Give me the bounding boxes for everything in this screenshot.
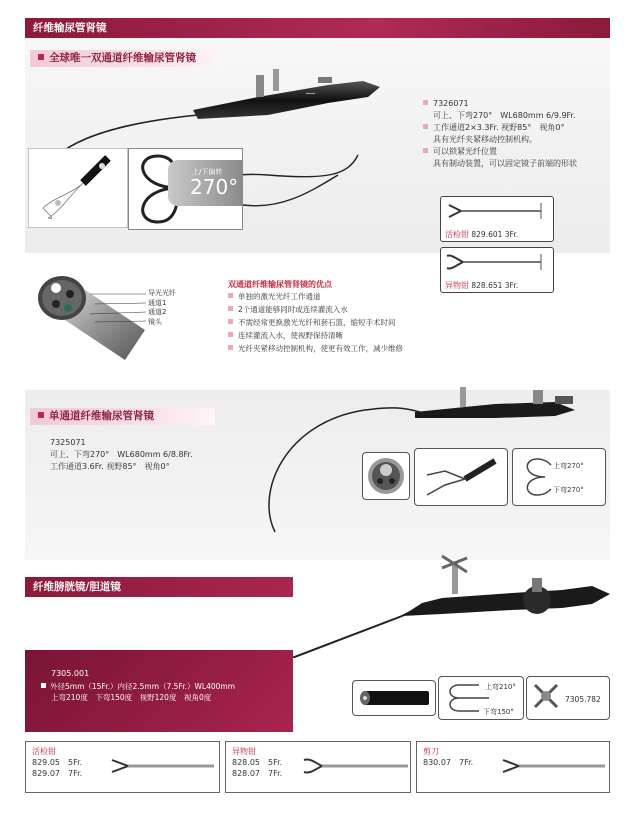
- section1-spec-line2: 工作通道2×3.3Fr. 视野85° 视角0°: [433, 123, 565, 132]
- tip-label: 导光光纤: [148, 289, 176, 297]
- deflect-down-label: 下弯270°: [553, 486, 584, 494]
- bullet-icon: [228, 345, 233, 350]
- bullet-icon: [228, 319, 233, 324]
- advantage-item: 2个通道能够同时或连续灌流入水: [238, 305, 348, 314]
- scope-tip-basket-inset: [28, 148, 128, 228]
- bullet-icon: [423, 124, 428, 129]
- section1-subtitle: 全球唯一双通道纤维输尿管肾镜: [49, 52, 196, 64]
- advantages-title: 双通道纤维输尿管肾镜的优点: [228, 280, 332, 289]
- bullet-icon: [228, 306, 233, 311]
- cystoscope-tip-icon: [353, 681, 435, 715]
- bullet-icon: [423, 100, 428, 105]
- deflect-up-label: 上弯210°: [485, 683, 516, 691]
- adapter-box: [526, 676, 610, 720]
- square-bullet-icon: [38, 412, 44, 418]
- bottom-box-title: 活检钳: [32, 747, 56, 756]
- section4-title-bar: [25, 577, 293, 597]
- instrument-name: 异物钳: [445, 281, 469, 290]
- cable-tail-curve: [243, 170, 353, 210]
- scissors-icon: [497, 752, 607, 780]
- basket-forceps-icon: [415, 449, 507, 505]
- section4-model: 7305.001: [51, 669, 90, 678]
- section4-title: 纤维膀胱镜/胆道镜: [33, 581, 121, 593]
- bottom-box-title: 异物钳: [232, 747, 256, 756]
- biopsy-forceps-icon: [441, 197, 553, 225]
- bottom-biopsy-forceps-box: [25, 741, 220, 793]
- bullet-icon: [228, 293, 233, 298]
- advantage-item: 单独的激光光纤工作通道: [238, 292, 321, 301]
- deflect-up-label: 上弯270°: [553, 462, 584, 470]
- deflection-badge: [168, 160, 243, 206]
- section4-spec-line1: 外径5mm（15Fr.）内径2.5mm（7.5Fr.）WL400mm: [50, 682, 236, 691]
- tip-label: 通道2: [148, 308, 167, 316]
- tip-label: 镜头: [148, 317, 162, 326]
- instrument-code: 829.601 3Fr.: [471, 230, 519, 239]
- cystoscope-deflection-box: [438, 676, 524, 720]
- tip-labels: [148, 289, 176, 327]
- cystoscope-illustration: [292, 548, 612, 658]
- single-channel-tip-icon: [363, 453, 409, 499]
- biopsy-forceps-box: [440, 196, 554, 242]
- section1-spec-line5: 具有制动装置，可以固定镜子前端的形状: [433, 159, 577, 168]
- single-channel-deflection-box: [512, 448, 606, 506]
- foreign-body-forceps-icon: [300, 754, 410, 778]
- section1-specs: [423, 98, 613, 170]
- section3-model: 7325071: [50, 438, 86, 447]
- foreign-body-forceps-icon: [441, 248, 553, 276]
- bullet-icon: [228, 332, 233, 337]
- instrument-name: 活检钳: [445, 230, 469, 239]
- section1-title-bar: [25, 18, 610, 38]
- bottom-box-item: 828.07 7Fr.: [232, 769, 283, 778]
- section1-model: 7326071: [433, 99, 469, 108]
- advantage-item: 不需经常更换激光光纤和套石篮，缩短手术时间: [238, 318, 396, 327]
- section4-spec-line2: 上弯210度 下弯150度 视野120度 视角0度: [51, 693, 212, 702]
- advantage-item: 光纤夹紧移动控制机构，使更有效工作，减少维修: [238, 344, 403, 353]
- section3-subtitle: 单通道纤维输尿管肾镜: [49, 410, 154, 422]
- deflection-badge-angle: 270°: [190, 175, 239, 199]
- svg-text:━━━: ━━━: [306, 91, 316, 97]
- instrument-code: 828.651 3Fr.: [471, 281, 519, 290]
- deflection-badge-label: 上/下偏转: [192, 168, 223, 176]
- adapter-icon: [527, 677, 567, 719]
- bottom-foreign-body-forceps-box: [225, 741, 411, 793]
- single-channel-basket-box: [414, 448, 508, 506]
- section3-spec-line1: 可上、下弯270° WL680mm 6/8.8Fr.: [50, 450, 193, 459]
- deflect-down-label: 下弯150°: [483, 708, 514, 716]
- section1-spec-line4: 可以锁紧光纤位置: [433, 147, 497, 156]
- biopsy-forceps-icon: [106, 754, 216, 778]
- bottom-box-item: 830.07 7Fr.: [423, 758, 474, 767]
- section1-spec-line1: 可上、下弯270° WL680mm 6/9.9Fr.: [433, 111, 576, 120]
- deflection-loop-icon: [513, 449, 553, 505]
- section1-spec-line3: 具有光纤夹紧移动控制机构。: [433, 135, 537, 144]
- single-channel-tip-box: [362, 452, 410, 500]
- section3-specs: [50, 437, 250, 473]
- bullet-icon: [41, 683, 46, 688]
- bullet-icon: [423, 148, 428, 153]
- bottom-scissors-box: [416, 741, 610, 793]
- cystoscope-tip-box: [352, 680, 436, 716]
- section4-specs-box: [25, 650, 293, 732]
- bottom-box-item: 829.07 7Fr.: [32, 769, 83, 778]
- tip-label-leader-lines: [90, 290, 148, 330]
- tip-label: 通道1: [148, 298, 167, 307]
- bottom-box-title: 剪刀: [423, 747, 439, 756]
- section3-subtitle-bar: [30, 408, 215, 425]
- advantages-block: [228, 279, 488, 355]
- bottom-box-item: 829.05 5Fr.: [32, 758, 83, 767]
- bottom-box-item: 828.05 5Fr.: [232, 758, 283, 767]
- section3-spec-line2: 工作通道3.6Fr. 视野85° 视角0°: [50, 462, 170, 471]
- adapter-code: 7305.782: [565, 695, 601, 704]
- advantage-item: 连续灌流入水，使视野保持清晰: [238, 331, 343, 340]
- section1-title: 纤维输尿管肾镜: [33, 22, 107, 34]
